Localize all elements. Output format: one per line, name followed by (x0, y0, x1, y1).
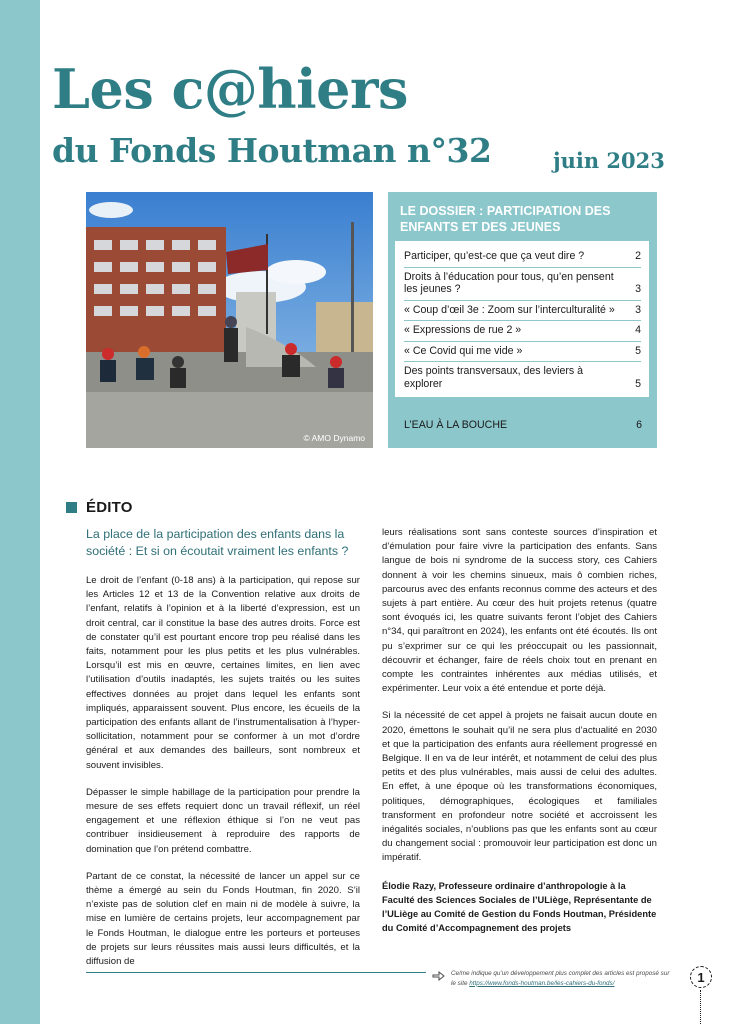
toc-extra-item[interactable] (404, 419, 642, 431)
toc-item[interactable] (404, 362, 641, 394)
toc-item[interactable] (404, 268, 641, 301)
page-dotted-line (700, 990, 702, 1024)
toc-item-label: « Expressions de rue 2 » (404, 324, 522, 336)
toc-extra-label: L’EAU À LA BOUCHE (404, 419, 508, 431)
footer-link[interactable]: https://www.fonds-houtman.be/les-cahiers-du-fonds/ (469, 979, 615, 987)
edito-signature: Élodie Razy, Professeure ordinaire d’anthropologie à la Faculté des Sciences Sociales de l’ULiège, Représentante de l’ULiège au Comité de Gestion du Fonds Houtman, Présidente du Comité d’Accompagnement des projets (382, 880, 657, 933)
toc-item[interactable] (404, 342, 641, 363)
table-of-contents (395, 241, 649, 397)
edito-heading (66, 499, 133, 516)
toc-item[interactable] (404, 321, 641, 342)
toc-item[interactable] (404, 301, 641, 322)
footer-note (451, 969, 671, 988)
edito-column-left (86, 526, 360, 982)
publication-title: Les c@hiers (52, 57, 408, 121)
toc-item[interactable] (404, 247, 641, 268)
toc-item-label: Des points transversaux, des leviers à explorer (404, 365, 583, 390)
edito-paragraph: Le droit de l’enfant (0-18 ans) à la participation, qui repose sur les Articles 12 et 13 de la Convention relative aux droits de l’enfant, relatifs à l’opinion et à la liberté d’expression, est un droit central, car il constitue la base des autres droits. Force est de constater qu’il est pourtant encore trop peu réalisé dans les faits, notamment pour les plus petits et les plus vulnérables. Lorsqu’il est mis en œuvre, certaines limites, en lien avec l’utilisation d’outils inadaptés, les sujets traités ou les suites effectives données au projet dans lequel les enfants sont impliqués, apparaissent souvent. Plus encore, les écueils de la participation des enfants allant de l’instrumentalisation à l’hyper-sollicitation, notamment pour se conformer à un mot d’ordre général et aux demandes des bailleurs, sont nombreux et souvent invisibles. (86, 575, 360, 771)
edito-paragraph: Si la nécessité de cet appel à projets ne faisait aucun doute en 2020, émettons le souhait qu’il ne sera plus d’actualité en 2030 et que la participation des enfants aura réellement progressé en Belgique. Il en va de leur intérêt, et notamment de celui des plus petits et des plus vulnérables, mais aussi de celui des adultes. En effet, à une époque où les transformations économiques, politiques, démographiques, écologiques et familiales transforment en profondeur notre société et accroissent les inégalités sociales, n’oublions pas que les enfants sont au cœur du changement social : promouvoir leur participation est donc un impératif. (382, 710, 657, 864)
cover-photo-illustration (86, 192, 373, 448)
publication-subtitle: du Fonds Houtman n°32 (52, 131, 492, 170)
edito-label: ÉDITO (86, 499, 133, 516)
left-color-band (0, 0, 40, 1024)
toc-item-page: 5 (635, 377, 641, 390)
toc-item-page: 2 (635, 250, 641, 262)
edito-paragraph: Dépasser le simple habillage de la participation pour prendre la mesure de ses effets requiert donc un travail réflexif, un réel engagement et une réflexion éthique si l’on ne veut pas contribuer insidieusement à reproduire des rapports de domination que l’on prétend combattre. (86, 786, 360, 855)
edito-paragraph: leurs réalisations sont sans conteste sources d’inspiration et d’émulation pour faire vivre la participation des enfants. Sans langue de bois ni syndrome de la success story, ces Cahiers donnent à voir les chemins sinueux, mais ô combien riches, parcourus avec des enfants reconnus comme des acteurs et des sujets à part entière. Au cœur des huit projets retenus (quatre sont évoqués ici, les quatre suivants feront l’objet des Cahiers n°34, qui paraîtront en 2024), les enfants ont été écoutés. Ils ont pu s’exprimer sur ce qui les préoccupait ou les passionnait, découvrir et échanger, faire de réels choix tout en prenant en compte les contraintes inhérentes aux médias utilisés, et expérimenter. Leur voix a été entendue et porte déjà. (382, 527, 657, 695)
pointing-hand-icon (432, 970, 446, 982)
toc-item-label: « Ce Covid qui me vide » (404, 344, 523, 357)
edito-paragraph: Partant de ce constat, la nécessité de lancer un appel sur ce thème a émergé au sein du Fonds Houtman, fin 2020. S’il n’existe pas de solution clef en main ni de modèle à suivre, la mise en lumière de certains projets, leur accompagnement par le Fonds Houtman, le dialogue entre les porteurs et porteuses de projets sur leurs réussites mais aussi leurs difficultés, et la diffusion de (86, 870, 360, 968)
photo-credit: © AMO Dynamo (303, 433, 365, 443)
toc-item-page: 4 (635, 324, 641, 336)
footer-divider (86, 972, 426, 973)
cover-photo (86, 192, 373, 448)
toc-item-label: « Coup d’œil 3e : Zoom sur l’interculturalité » (404, 303, 615, 316)
publication-date: juin 2023 (553, 148, 665, 173)
page-number: 1 (690, 966, 712, 988)
toc-item-page: 3 (635, 283, 641, 295)
toc-item-label: Droits à l’éducation pour tous, qu’en pensent les jeunes ? (404, 270, 614, 295)
dossier-title: LE DOSSIER : PARTICIPATION DES ENFANTS ET DES JEUNES (400, 204, 611, 234)
toc-item-page: 3 (635, 303, 641, 316)
toc-item-page: 5 (635, 344, 641, 357)
edito-square-icon (66, 502, 77, 513)
edito-column-right (382, 526, 657, 935)
toc-item-label: Participer, qu’est-ce que ça veut dire ? (404, 250, 585, 262)
toc-extra-page: 6 (636, 419, 642, 431)
dossier-box (388, 192, 657, 448)
footer-note-text: Ce/me indique qu’un développement plus complet des articles est proposé sur le site (451, 970, 670, 987)
edito-lead: La place de la participation des enfants dans la société : Et si on écoutait vraiment les enfants ? (86, 527, 349, 558)
